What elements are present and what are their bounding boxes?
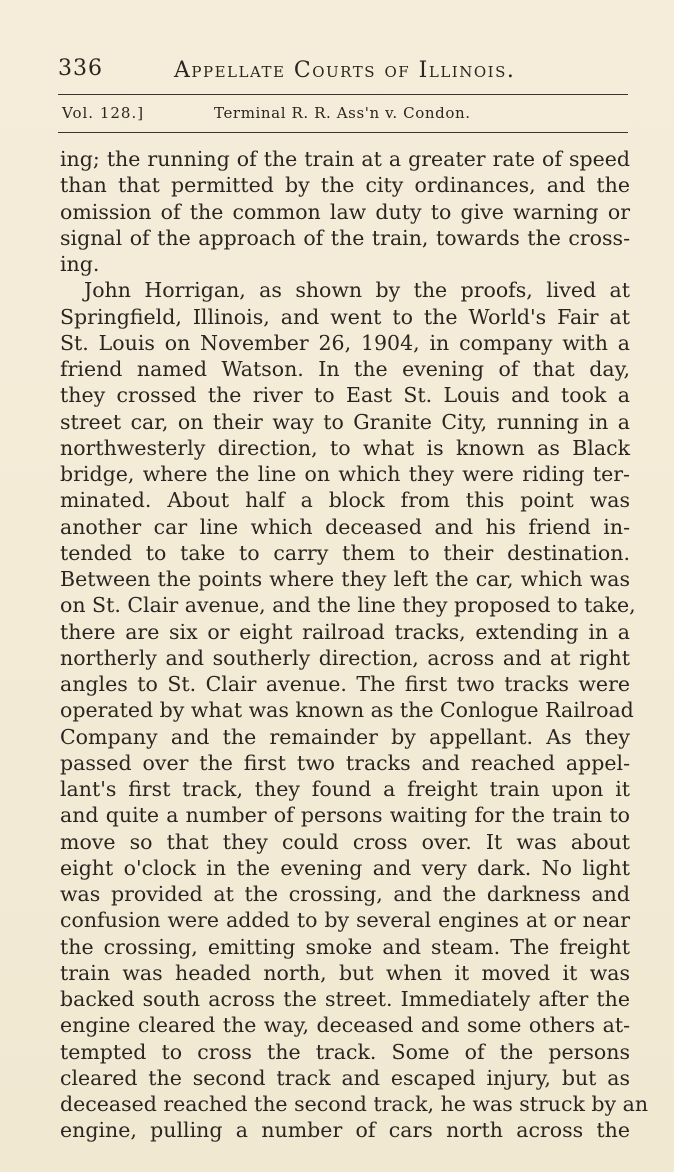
text-line: northwesterly direction, to what is known as Black (60, 435, 630, 460)
text-line: move so that they could cross over. It was about (60, 829, 630, 854)
text-line: engine, pulling a number of cars north across the (60, 1118, 630, 1143)
text-line: ing. (60, 252, 100, 276)
text-line: cleared the second track and escaped injury, but as (60, 1065, 630, 1090)
text-line: and quite a number of persons waiting for the train to (60, 803, 630, 828)
text-line: Between the points where they left the car, which was (60, 567, 630, 591)
case-subheader (62, 104, 622, 126)
header-rule-bottom (58, 132, 628, 133)
text-line: Springfield, Illinois, and went to the World's Fair at (60, 304, 630, 329)
running-head (58, 52, 638, 86)
text-line: was provided at the crossing, and the darkness and (60, 882, 630, 906)
text-line: street car, on their way to Granite City, running in a (60, 409, 630, 434)
text-line: Company and the remainder by appellant. As they (60, 724, 630, 749)
text-line: another car line which deceased and his friend in- (60, 514, 630, 539)
book-title: Appellate Courts of Illinois. (174, 58, 516, 83)
text-line: tended to take to carry them to their destination. (60, 540, 630, 565)
text-line: backed south across the street. Immediately after the (60, 987, 630, 1011)
text-line: eight o'clock in the evening and very dark. No light (60, 855, 630, 880)
body-text (60, 146, 649, 1144)
text-line: omission of the common law duty to give warning or (60, 199, 630, 224)
header-rule-top (58, 94, 628, 95)
text-line: operated by what was known as the Conlogue Railroad (60, 698, 634, 723)
text-line: John Horrigan, as shown by the proofs, lived at (84, 278, 630, 303)
text-line: ing; the running of the train at a greater rate of speed (60, 147, 630, 171)
text-line: confusion were added to by several engines at or near (60, 908, 630, 933)
text-line: angles to St. Clair avenue. The first two tracks were (60, 672, 630, 696)
text-line: friend named Watson. In the evening of that day, (60, 357, 630, 381)
text-line: northerly and southerly direction, across and at right (60, 645, 630, 670)
text-line: on St. Clair avenue, and the line they proposed to take, (60, 593, 636, 618)
text-line: engine cleared the way, deceased and some others at- (60, 1013, 630, 1038)
page-number: 336 (58, 56, 103, 81)
text-line: the crossing, emitting smoke and steam. The freight (60, 934, 630, 959)
text-line: lant's first track, they found a freight train upon it (60, 777, 630, 801)
text-line: than that permitted by the city ordinances, and the (60, 173, 630, 198)
volume-label: Vol. 128.] (62, 104, 145, 122)
case-title: Terminal R. R. Ass'n v. Condon. (214, 104, 471, 122)
text-line: train was headed north, but when it moved it was (60, 960, 630, 985)
text-line: they crossed the river to East St. Louis and took a (60, 383, 630, 408)
text-line: St. Louis on November 26, 1904, in company with a (60, 330, 630, 355)
text-line: tempted to cross the track. Some of the persons (60, 1039, 630, 1064)
text-line: signal of the approach of the train, towards the cross- (60, 225, 630, 250)
text-line: passed over the first two tracks and reached appel- (60, 750, 630, 775)
text-line: deceased reached the second track, he was struck by an (60, 1092, 649, 1116)
text-line: there are six or eight railroad tracks, extending in a (60, 619, 630, 644)
text-line: minated. About half a block from this point was (60, 488, 630, 513)
text-line: bridge, where the line on which they were riding ter- (60, 462, 630, 486)
